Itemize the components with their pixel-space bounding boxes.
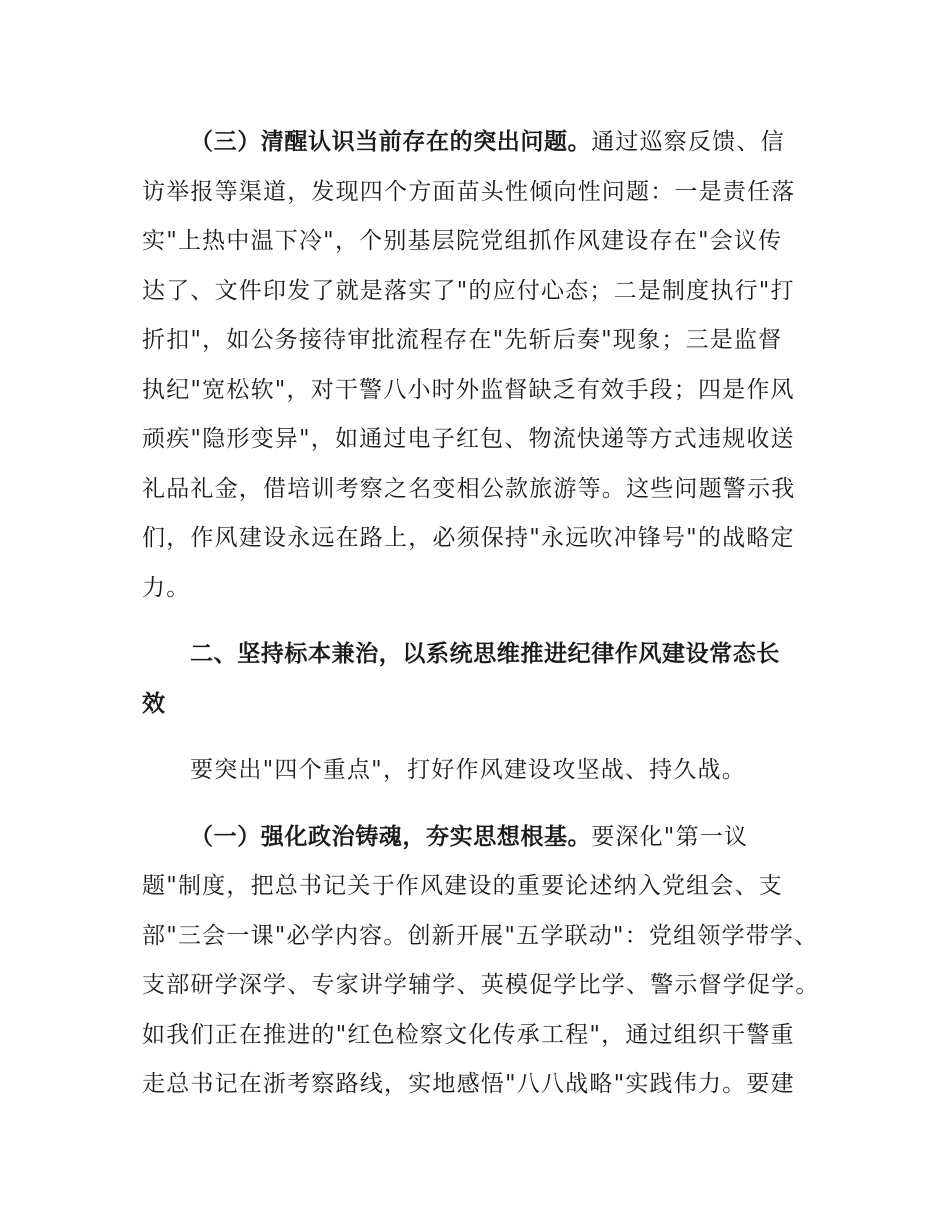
paragraph-line: 力。 <box>142 574 191 601</box>
paragraph-line: 支部研学深学、专家讲学辅学、英模促学比学、警示督学促学。 <box>142 972 820 998</box>
paragraph-heading: （三）清醒认识当前存在的突出问题。 <box>190 129 592 155</box>
paragraph-line: 达了、文件印发了就是落实了"的应付心态；二是制度执行"打 <box>142 277 795 304</box>
paragraph-line: 礼品礼金，借培训考察之名变相公款旅游等。这些问题警示我 <box>142 475 796 502</box>
paragraph-line: 们，作风建设永远在路上，必须保持"永远吹冲锋号"的战略定 <box>142 525 795 551</box>
paragraph-problems <box>142 118 822 613</box>
paragraph-line: 折扣"，如公务接待审批流程存在"先斩后奏"现象；三是监督 <box>142 327 783 353</box>
section-heading-line: 效 <box>142 690 166 717</box>
paragraph-line: 走总书记在浙考察路线，实地感悟"八八战略"实践伟力。要建 <box>142 1071 795 1097</box>
paragraph-political <box>142 813 822 1110</box>
paragraph-line: 实"上热中温下冷"，个别基层院党组抓作风建设存在"会议传 <box>142 228 783 254</box>
paragraph-first-line <box>142 813 822 863</box>
section-heading <box>142 630 822 729</box>
paragraph-line: 要突出"四个重点"，打好作风建设攻坚战、持久战。 <box>190 757 746 783</box>
paragraph-line: 题"制度，把总书记关于作风建设的重要论述纳入党组会、支 <box>142 873 783 899</box>
paragraph-intro <box>142 746 822 796</box>
paragraph-line: 部"三会一课"必学内容。创新开展"五学联动"：党组领学带学、 <box>142 922 819 949</box>
paragraph-line: 访举报等渠道，发现四个方面苗头性倾向性问题：一是责任落 <box>142 178 796 205</box>
paragraph-line: 顽疾"隐形变异"，如通过电子红包、物流快递等方式违规收送 <box>142 426 795 452</box>
paragraph-line: 执纪"宽松软"，对干警八小时外监督缺乏有效手段；四是作风 <box>142 376 795 403</box>
paragraph-heading: （一）强化政治铸魂，夯实思想根基。 <box>190 823 592 850</box>
document-page <box>142 118 822 1110</box>
paragraph-line: 如我们正在推进的"红色检察文化传承工程"，通过组织干警重 <box>142 1021 795 1048</box>
paragraph-text: 要深化"第一议 <box>591 823 749 850</box>
paragraph-text: 通过巡察反馈、信 <box>591 129 785 155</box>
paragraph-first-line <box>142 118 822 168</box>
section-heading-line: 二、坚持标本兼治，以系统思维推进纪律作风建设常态长 <box>190 641 780 667</box>
